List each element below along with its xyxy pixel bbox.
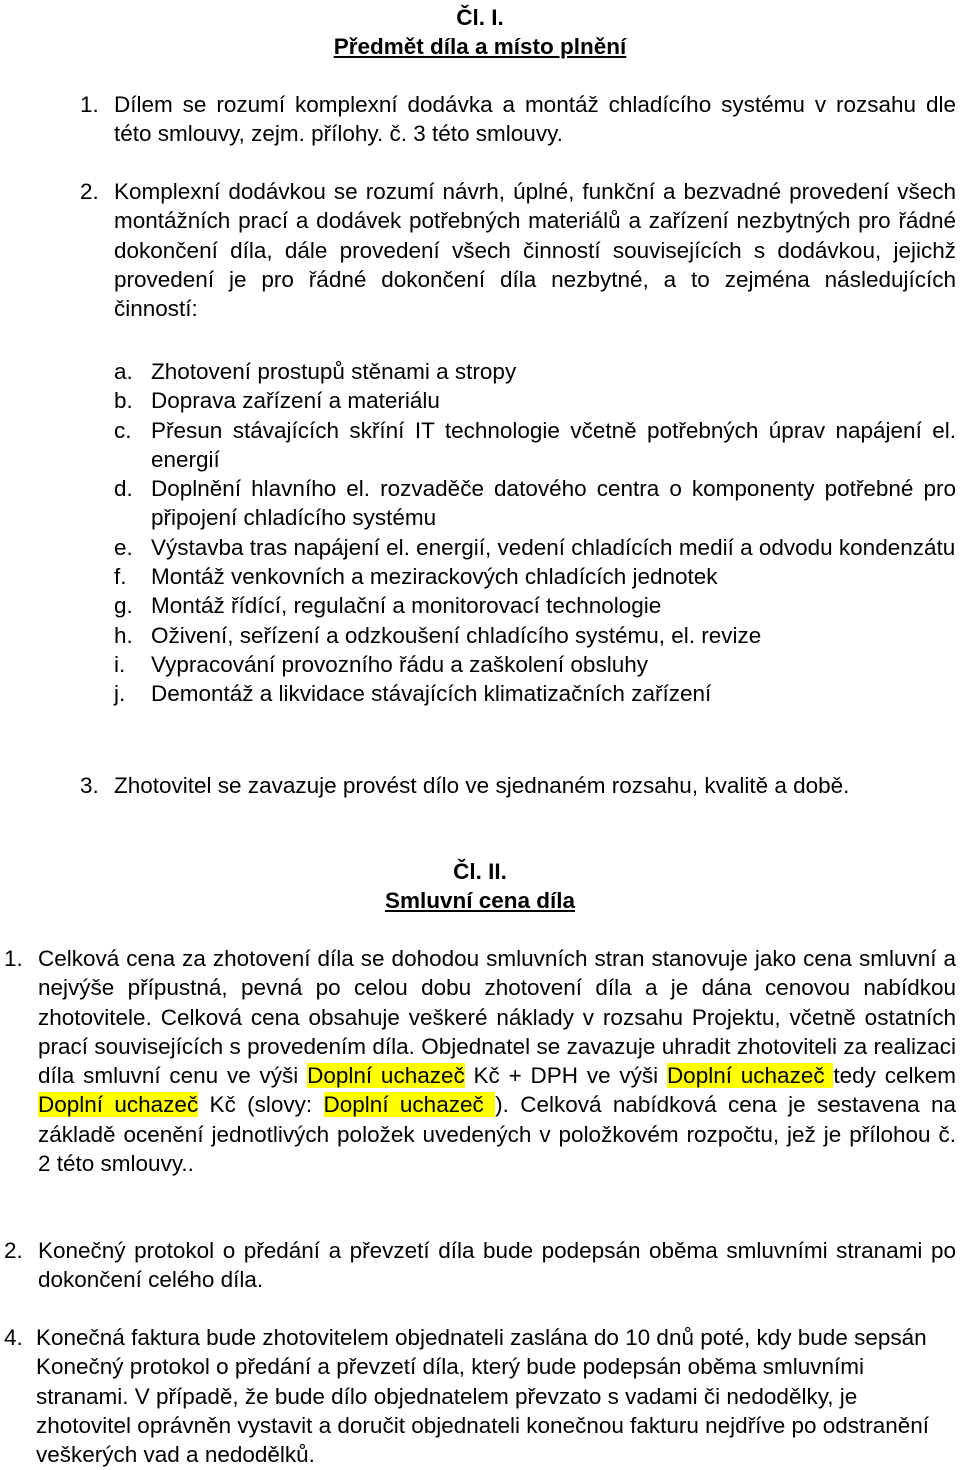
list-item [114,591,956,620]
list-item [114,533,956,562]
point-text: Dílem se rozumí komplexní dodávka a montáž chladícího systému v rozsahu dle této smlouvy, zejm. přílohy. č. 3 této smlouvy. [114,92,956,147]
list-item-text: Montáž řídící, regulační a monitorovací technologie [151,593,662,619]
list-item-text: Oživení, seřízení a odzkoušení chladícího systému, el. revize [151,622,762,648]
section-2-header [0,857,960,915]
price-text-c: tedy celkem [833,1063,956,1089]
section-2-point-1 [4,944,956,1178]
point-number: 1. [80,92,99,117]
section-2-point-4 [4,1323,956,1469]
point-text: Zhotovitel se zavazuje provést dílo ve sjednaném rozsahu, kvalitě a době. [114,773,850,798]
placeholder-total[interactable]: Doplní uchazeč [38,1092,199,1118]
price-text-a: Celková cena za zhotovení díla se dohodou smluvních stran stanovuje jako cena smluvní a nejvýše přípustná, pevná po celou dobu zhotovení díla a je dána cenovou nabídkou zhotovitele. Celková cena obsahuje veškeré náklady v rozsahu Projektu, včetně ostatních prací souvisejících s provedením díla. Objednatel se zavazuje uhradit zhotoviteli za realizaci díla smluvní cenu ve výši [38,946,956,1089]
list-item-text: Přesun stávajících skříní IT technologie včetně potřebných úprav napájení el. energií [151,417,956,472]
list-item-letter: g. [114,593,133,619]
placeholder-in-words[interactable]: Doplní uchazeč [323,1092,496,1118]
list-item [114,474,956,533]
list-item-text: Doplnění hlavního el. rozvaděče datového centra o komponenty potřebné pro připojení chladícího systému [151,476,956,531]
list-item-letter: d. [114,476,133,502]
list-item-text: Výstavba tras napájení el. energií, vedení chladících medií a odvodu kondenzátu [151,534,956,560]
list-item-text: Doprava zařízení a materiálu [151,388,440,414]
placeholder-price[interactable]: Doplní uchazeč [307,1063,465,1089]
point-number: 2. [4,1238,23,1263]
list-item-text: Vypracování provozního řádu a zaškolení obsluhy [151,651,648,677]
list-item [114,562,956,591]
list-item [114,679,956,708]
list-item [114,621,956,650]
section-1-number: Čl. I. [456,5,504,30]
price-text-d: Kč (slovy: [198,1092,324,1118]
list-item-letter: a. [114,359,133,384]
activities-list [114,357,956,709]
list-item [114,357,956,386]
section-2-number: Čl. II. [453,859,507,884]
list-item-text: Zhotovení prostupů stěnami a stropy [151,359,517,384]
point-text: Konečný protokol o předání a převzetí díla bude podepsán oběma smluvními stranami po dokončení celého díla. [38,1238,956,1293]
section-2-point-2 [4,1236,956,1295]
section-2-title: Smluvní cena díla [384,888,576,913]
list-item-letter: j. [114,681,126,707]
list-item [114,386,956,415]
point-number: 1. [4,946,23,971]
list-item-text: Demontáž a likvidace stávajících klimatizačních zařízení [151,681,712,707]
section-1-point-1 [80,90,956,149]
list-item-letter: c. [114,417,132,443]
point-number: 3. [80,773,99,798]
list-item-letter: e. [114,534,133,560]
price-text-b: Kč + DPH ve výši [464,1063,667,1089]
section-1-header [0,3,960,61]
point-text: Komplexní dodávkou se rozumí návrh, úplné, funkční a bezvadné provedení všech montážních prací a dodávek potřebných materiálů a zařízení nezbytných pro řádné dokončení díla, dále provedení všech činností souvisejících s dodávkou, jejichž provedení je pro řádné dokončení díla nezbytné, a to zejména následujících činností: [114,179,956,322]
section-1-point-3 [80,771,956,800]
point-number: 4. [4,1325,23,1350]
price-text-e: ). Celková nabídková cena je sestavena na základě ocenění jednotlivých položek uvedených v položkovém rozpočtu, jež je přílohou č. 2 této smlouvy.. [38,1092,956,1177]
point-text [38,944,956,1178]
point-text: Konečná faktura bude zhotovitelem objednateli zaslána do 10 dnů poté, kdy bude sepsán Konečný protokol o předání a převzetí díla, který bude podepsán oběma smluvními stranami. V případě, že bude dílo objednatelem převzato s vadami či nedodělky, je zhotovitel oprávněn vystavit a doručit objednateli konečnou fakturu nejdříve po odstranění veškerých vad a nedodělků. [36,1325,930,1468]
list-item-letter: b. [114,388,133,414]
list-item-text: Montáž venkovních a mezirackových chladících jednotek [151,564,718,590]
list-item [114,650,956,679]
list-item-letter: h. [114,622,133,648]
list-item-letter: i. [114,651,126,677]
placeholder-vat[interactable]: Doplní uchazeč [666,1063,834,1089]
section-1-point-2 [80,177,956,323]
list-item-letter: f. [114,564,127,590]
list-item [114,416,956,475]
point-number: 2. [80,179,99,204]
section-1-title: Předmět díla a místo plnění [333,34,627,59]
